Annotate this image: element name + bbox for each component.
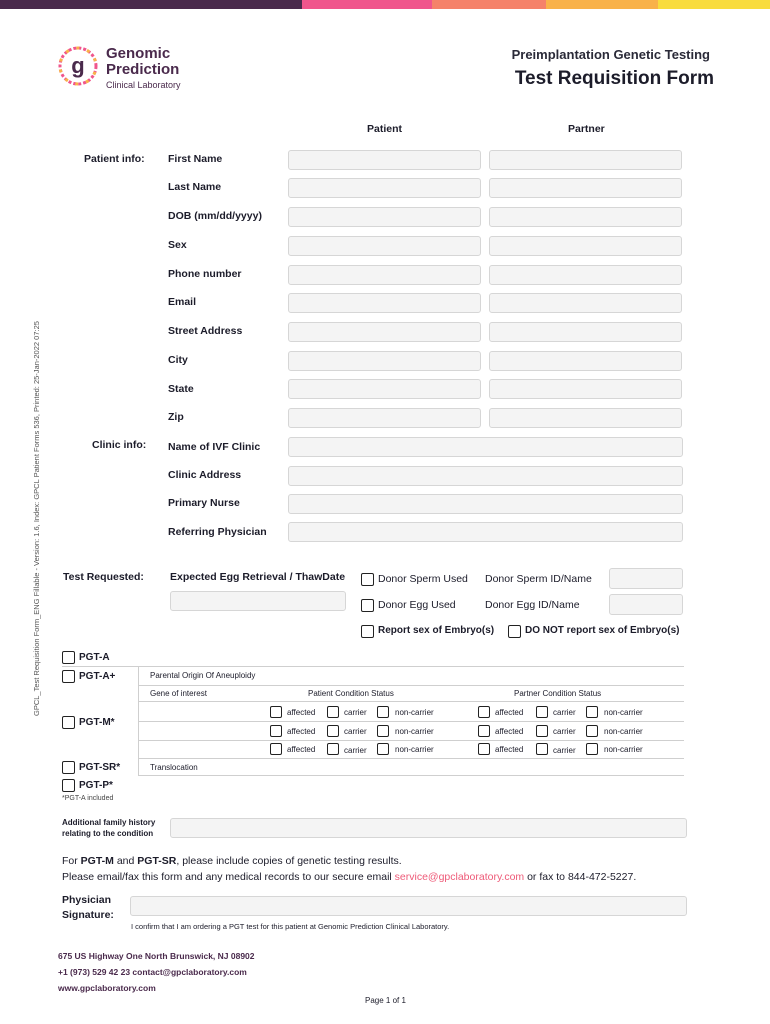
non-carrier-label: non-carrier (395, 745, 434, 754)
bar-segment-plum (0, 0, 302, 9)
patient-carrier-checkbox-2[interactable] (327, 725, 339, 737)
partner-carrier-checkbox-3[interactable] (536, 743, 548, 755)
logo-text-clinical: Clinical Laboratory (106, 80, 181, 90)
carrier-label: carrier (344, 727, 367, 736)
affected-label: affected (495, 708, 524, 717)
patient-sex-input[interactable] (288, 236, 481, 256)
dob-label: DOB (mm/dd/yyyy) (168, 210, 262, 222)
report-sex-checkbox[interactable] (361, 625, 374, 638)
referring-physician-input[interactable] (288, 522, 683, 542)
family-history-label-line2: relating to the condition (62, 829, 154, 838)
pgt-a-plus-label: PGT-A+ (79, 671, 116, 682)
footer-website: www.gpclaboratory.com (58, 983, 156, 993)
affected-label: affected (495, 727, 524, 736)
partner-affected-checkbox-3[interactable] (478, 743, 490, 755)
affected-label: affected (495, 745, 524, 754)
note-pgt-m: PGT-M (80, 855, 114, 867)
state-label: State (168, 383, 194, 395)
ivf-clinic-input[interactable] (288, 437, 683, 457)
ordering-confirmation-text: I confirm that I am ordering a PGT test for this patient at Genomic Prediction Clinical Laboratory. (131, 922, 450, 931)
pgt-results-note (62, 855, 402, 867)
carrier-label: carrier (553, 727, 576, 736)
primary-nurse-label: Primary Nurse (168, 497, 240, 509)
patient-zip-input[interactable] (288, 408, 481, 428)
partner-non-carrier-checkbox-3[interactable] (586, 743, 598, 755)
grid-line (62, 666, 684, 667)
partner-last-name-input[interactable] (489, 178, 682, 198)
grid-line (138, 701, 684, 702)
bar-segment-yellow (658, 0, 770, 9)
donor-sperm-checkbox[interactable] (361, 573, 374, 586)
physician-signature-label-line1: Physician (62, 894, 112, 906)
patient-non-carrier-checkbox-2[interactable] (377, 725, 389, 737)
grid-line (138, 685, 684, 686)
affected-label: affected (287, 727, 316, 736)
form-subtitle: Preimplantation Genetic Testing (511, 47, 710, 62)
donor-egg-id-input[interactable] (609, 594, 683, 615)
non-carrier-label: non-carrier (395, 727, 434, 736)
patient-carrier-checkbox-3[interactable] (327, 743, 339, 755)
non-carrier-label: non-carrier (604, 708, 643, 717)
last-name-label: Last Name (168, 181, 222, 193)
gene-of-interest-label: Gene of interest (150, 689, 207, 698)
patient-non-carrier-checkbox-3[interactable] (377, 743, 389, 755)
carrier-label: carrier (553, 746, 576, 755)
patient-condition-status-label: Patient Condition Status (308, 689, 394, 698)
street-address-label: Street Address (168, 325, 243, 337)
parental-origin-label: Parental Origin Of Aneuploidy (150, 671, 256, 680)
bar-segment-coral (432, 0, 546, 9)
partner-non-carrier-checkbox-2[interactable] (586, 725, 598, 737)
pgt-footnote: *PGT-A included (62, 795, 114, 802)
city-label: City (168, 354, 188, 366)
bar-segment-pink (302, 0, 432, 9)
carrier-label: carrier (344, 746, 367, 755)
pgt-sr-checkbox[interactable] (62, 761, 75, 774)
footer-address: 675 US Highway One North Brunswick, NJ 08902 (58, 951, 255, 961)
pgt-p-checkbox[interactable] (62, 779, 75, 792)
grid-line (138, 666, 139, 775)
form-title: Test Requisition Form (514, 68, 714, 89)
family-history-label-line1: Additional family history (62, 818, 156, 827)
grid-line (138, 740, 684, 741)
patient-carrier-checkbox-1[interactable] (327, 706, 339, 718)
svg-text:g: g (71, 53, 85, 78)
column-header-patient: Patient (367, 123, 403, 135)
sex-label: Sex (168, 239, 187, 251)
logo-text-prediction: Prediction (106, 61, 180, 78)
zip-label: Zip (168, 411, 184, 423)
note-text: and (113, 855, 138, 867)
note-text: For (62, 855, 81, 867)
first-name-label: First Name (168, 153, 223, 165)
partner-email-input[interactable] (489, 293, 682, 313)
grid-line (138, 721, 684, 722)
pgt-p-label: PGT-P* (79, 780, 113, 791)
family-history-input[interactable] (170, 818, 687, 838)
patient-street-input[interactable] (288, 322, 481, 342)
partner-state-input[interactable] (489, 379, 682, 399)
bar-segment-orange (546, 0, 658, 9)
carrier-label: carrier (344, 708, 367, 717)
partner-carrier-checkbox-2[interactable] (536, 725, 548, 737)
column-header-partner: Partner (568, 123, 605, 135)
patient-email-input[interactable] (288, 293, 481, 313)
partner-carrier-checkbox-1[interactable] (536, 706, 548, 718)
partner-non-carrier-checkbox-1[interactable] (586, 706, 598, 718)
pgt-a-checkbox[interactable] (62, 651, 75, 664)
patient-affected-checkbox-2[interactable] (270, 725, 282, 737)
footer-phone-email: +1 (973) 529 42 23 contact@gpclaboratory.com (58, 967, 247, 977)
donor-sperm-label: Donor Sperm Used (378, 573, 468, 585)
carrier-label: carrier (553, 708, 576, 717)
physician-signature-input[interactable] (130, 896, 687, 916)
patient-state-input[interactable] (288, 379, 481, 399)
physician-signature-label-line2: Signature: (62, 909, 114, 921)
egg-retrieval-label: Expected Egg Retrieval / ThawDate (170, 571, 346, 583)
ivf-clinic-label: Name of IVF Clinic (168, 441, 261, 453)
patient-first-name-input[interactable] (288, 150, 481, 170)
pgt-a-plus-checkbox[interactable] (62, 670, 75, 683)
pgt-m-label: PGT-M* (79, 717, 115, 728)
no-report-sex-checkbox[interactable] (508, 625, 521, 638)
pgt-m-checkbox[interactable] (62, 716, 75, 729)
donor-egg-label: Donor Egg Used (378, 599, 456, 611)
partner-street-input[interactable] (489, 322, 682, 342)
patient-affected-checkbox-3[interactable] (270, 743, 282, 755)
note-text: or fax to 844-472-5227. (524, 871, 637, 883)
patient-last-name-input[interactable] (288, 178, 481, 198)
page-number: Page 1 of 1 (365, 996, 406, 1005)
patient-non-carrier-checkbox-1[interactable] (377, 706, 389, 718)
patient-dob-input[interactable] (288, 207, 481, 227)
donor-sperm-id-label: Donor Sperm ID/Name (485, 573, 592, 585)
partner-affected-checkbox-2[interactable] (478, 725, 490, 737)
partner-dob-input[interactable] (489, 207, 682, 227)
donor-egg-id-label: Donor Egg ID/Name (485, 599, 580, 611)
donor-sperm-id-input[interactable] (609, 568, 683, 589)
non-carrier-label: non-carrier (604, 745, 643, 754)
partner-affected-checkbox-1[interactable] (478, 706, 490, 718)
partner-city-input[interactable] (489, 351, 682, 371)
company-logo (56, 44, 206, 94)
partner-zip-input[interactable] (489, 408, 682, 428)
affected-label: affected (287, 745, 316, 754)
email-label: Email (168, 296, 197, 308)
donor-egg-checkbox[interactable] (361, 599, 374, 612)
affected-label: affected (287, 708, 316, 717)
grid-line (138, 775, 684, 776)
pgt-a-label: PGT-A (79, 652, 110, 663)
primary-nurse-input[interactable] (288, 494, 683, 514)
no-report-sex-label: DO NOT report sex of Embryo(s) (525, 625, 680, 636)
top-color-bar (0, 0, 770, 9)
non-carrier-label: non-carrier (604, 727, 643, 736)
clinic-info-label: Clinic info: (92, 439, 147, 451)
patient-phone-input[interactable] (288, 265, 481, 285)
patient-city-input[interactable] (288, 351, 481, 371)
clinic-address-input[interactable] (288, 466, 683, 486)
partner-phone-input[interactable] (489, 265, 682, 285)
service-email-link[interactable]: service@gpclaboratory.com (394, 871, 525, 883)
note-text: , please include copies of genetic testing results. (176, 855, 402, 867)
partner-first-name-input[interactable] (489, 150, 682, 170)
note-text: Please email/fax this form and any medical records to our secure email (62, 871, 395, 883)
report-sex-label: Report sex of Embryo(s) (378, 625, 495, 636)
grid-line (138, 758, 684, 759)
pgt-sr-label: PGT-SR* (79, 762, 121, 773)
referring-physician-label: Referring Physician (168, 526, 267, 538)
partner-condition-status-label: Partner Condition Status (514, 689, 602, 698)
form-version-text: GPCL_Test Requisition Form_ENG Fillable - Version: 1.6, Index: GPCL Patient Forms 536, Printed: 25-Jan-2022 07:25 (32, 321, 41, 716)
non-carrier-label: non-carrier (395, 708, 434, 717)
note-pgt-sr: PGT-SR (137, 855, 177, 867)
patient-affected-checkbox-1[interactable] (270, 706, 282, 718)
logo-text-genomic: Genomic (106, 45, 171, 62)
phone-label: Phone number (168, 268, 242, 280)
logo-ring-icon (56, 44, 100, 88)
translocation-label: Translocation (150, 763, 198, 772)
test-requested-label: Test Requested: (63, 571, 144, 583)
egg-retrieval-date-input[interactable] (170, 591, 346, 611)
partner-sex-input[interactable] (489, 236, 682, 256)
patient-info-label: Patient info: (84, 153, 145, 165)
clinic-address-label: Clinic Address (168, 469, 242, 481)
submission-note (62, 871, 636, 883)
